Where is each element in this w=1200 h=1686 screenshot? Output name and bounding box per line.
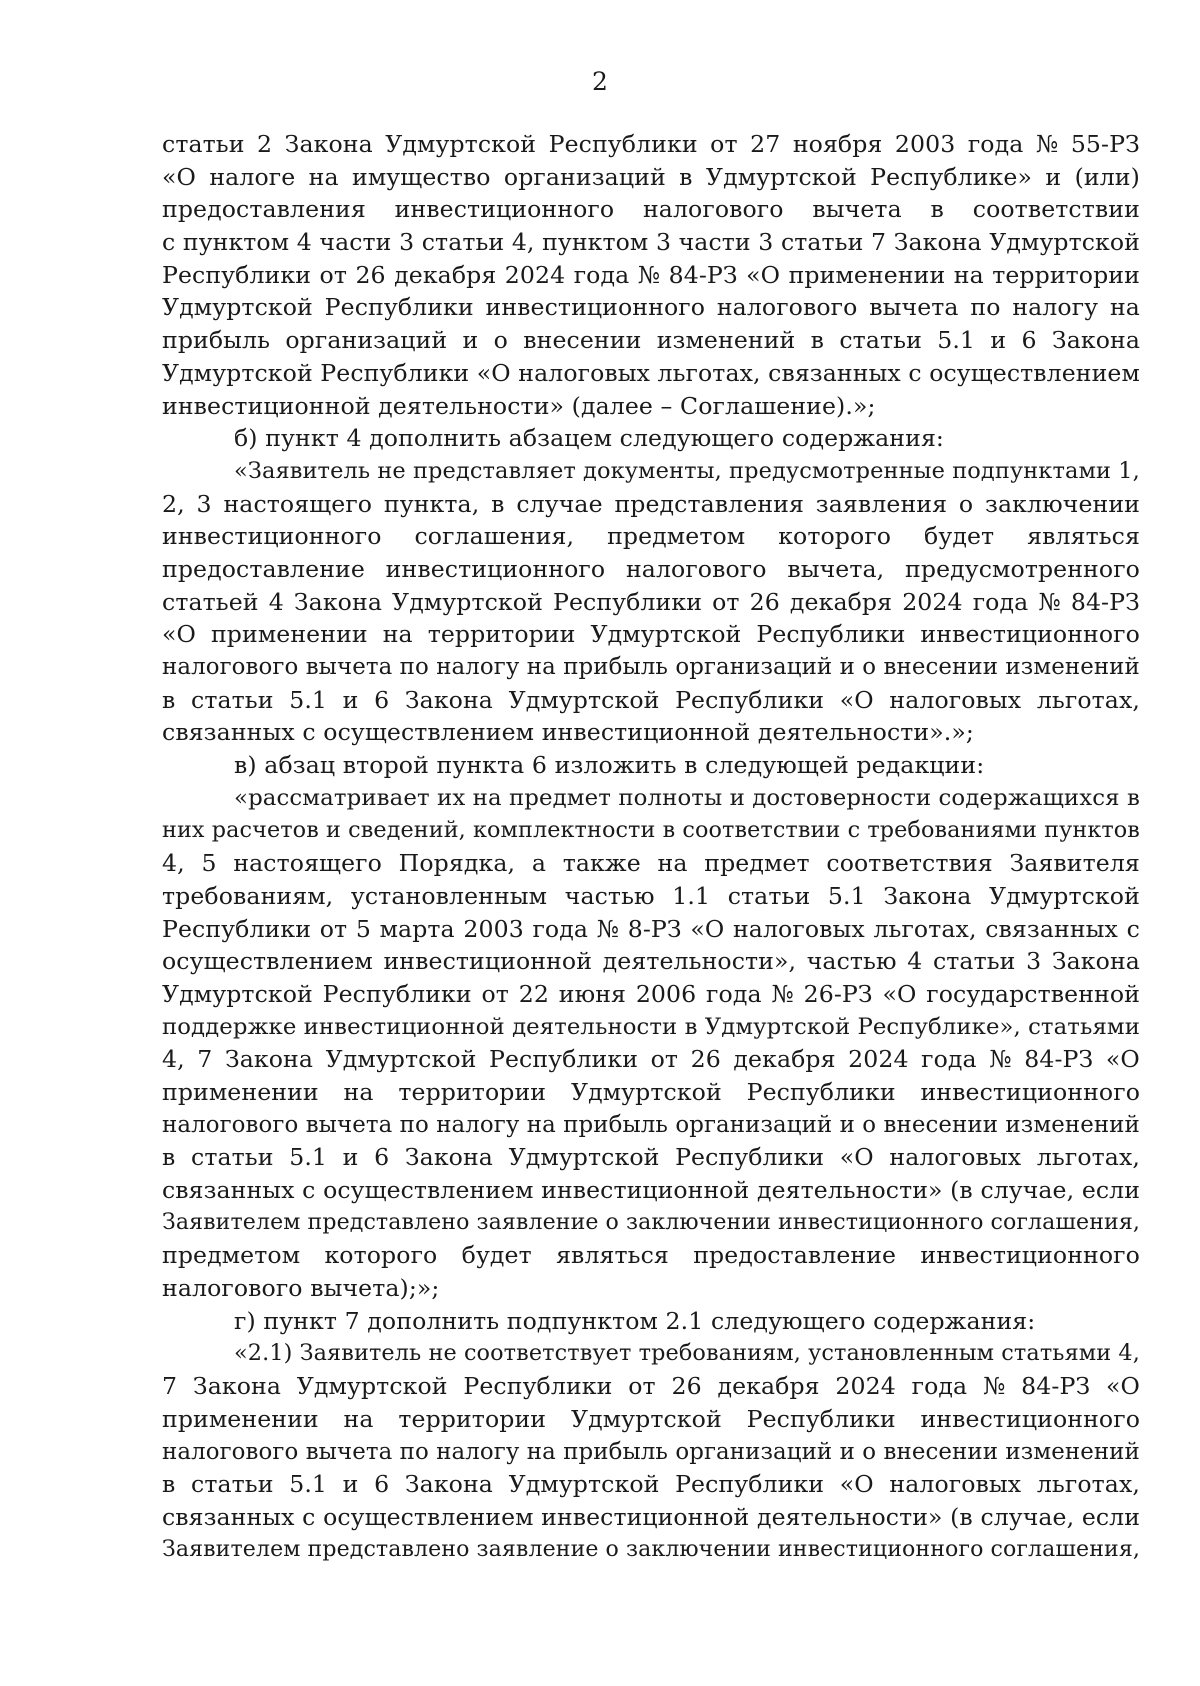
- text-line: Республики от 5 марта 2003 года № 8-РЗ «О налоговых льготах, связанных с: [162, 914, 1140, 943]
- text-line: статьей 4 Закона Удмуртской Республики от 26 декабря 2024 года № 84-РЗ: [162, 587, 1140, 616]
- text-line: предоставления инвестиционного налогового вычета в соответствии: [162, 195, 1140, 224]
- text-line: требованиям, установленным частью 1.1 статьи 5.1 Закона Удмуртской: [162, 881, 1140, 910]
- text-line: 2, 3 настоящего пункта, в случае представления заявления о заключении: [162, 489, 1140, 518]
- text-line: инвестиционного соглашения, предметом которого будет являться: [162, 522, 1140, 551]
- text-line: 7 Закона Удмуртской Республики от 26 декабря 2024 года № 84-РЗ «О: [162, 1372, 1140, 1401]
- text-line: инвестиционной деятельности» (далее – Соглашение).»;: [162, 391, 876, 420]
- text-line: налогового вычета);»;: [162, 1274, 440, 1303]
- text-line: предметом которого будет являться предоставление инвестиционного: [162, 1241, 1140, 1270]
- text-line: Заявителем представлено заявление о заключении инвестиционного соглашения,: [162, 1536, 1140, 1562]
- text-line: Удмуртской Республики «О налоговых льготах, связанных с осуществлением: [162, 358, 1140, 387]
- text-line: в статьи 5.1 и 6 Закона Удмуртской Республики «О налоговых льготах,: [162, 685, 1140, 714]
- text-line: в статьи 5.1 и 6 Закона Удмуртской Республики «О налоговых льготах,: [162, 1470, 1140, 1499]
- text-line: «рассматривает их на предмет полноты и достоверности содержащихся в: [234, 784, 1140, 811]
- text-line: б) пункт 4 дополнить абзацем следующего содержания:: [234, 424, 944, 453]
- text-line: Удмуртской Республики от 22 июня 2006 года № 26-РЗ «О государственной: [162, 979, 1140, 1008]
- text-line: Заявителем представлено заявление о заключении инвестиционного соглашения,: [162, 1209, 1140, 1235]
- text-line: «2.1) Заявитель не соответствует требованиям, установленным статьями 4,: [234, 1340, 1140, 1367]
- page-number: 2: [592, 67, 608, 96]
- document-body: [162, 128, 1140, 1566]
- text-line: с пунктом 4 части 3 статьи 4, пунктом 3 части 3 статьи 7 Закона Удмуртской: [162, 228, 1140, 257]
- text-line: осуществлением инвестиционной деятельности», частью 4 статьи 3 Закона: [162, 947, 1140, 976]
- text-line: г) пункт 7 дополнить подпунктом 2.1 следующего содержания:: [234, 1306, 1036, 1335]
- text-line: связанных с осуществлением инвестиционной деятельности» (в случае, если: [162, 1176, 1140, 1204]
- text-line: применении на территории Удмуртской Республики инвестиционного: [162, 1077, 1140, 1106]
- text-line: 4, 5 настоящего Порядка, а также на предмет соответствия Заявителя: [162, 849, 1140, 878]
- text-line: Удмуртской Республики инвестиционного налогового вычета по налогу на: [162, 293, 1140, 322]
- text-line: поддержке инвестиционной деятельности в Удмуртской Республике», статьями: [162, 1013, 1140, 1040]
- text-line: Республики от 26 декабря 2024 года № 84-РЗ «О применении на территории: [162, 260, 1140, 289]
- text-line: связанных с осуществлением инвестиционной деятельности».»;: [162, 718, 974, 747]
- text-line: них расчетов и сведений, комплектности в соответствии с требованиями пунктов: [162, 817, 1140, 844]
- text-line: налогового вычета по налогу на прибыль организаций и о внесении изменений: [162, 1111, 1140, 1138]
- text-line: «О применении на территории Удмуртской Республики инвестиционного: [162, 620, 1140, 649]
- text-line: налогового вычета по налогу на прибыль организаций и о внесении изменений: [162, 1438, 1140, 1465]
- text-line: статьи 2 Закона Удмуртской Республики от 27 ноября 2003 года № 55-РЗ: [162, 130, 1140, 158]
- text-line: «Заявитель не представляет документы, предусмотренные подпунктами 1,: [234, 457, 1140, 484]
- text-line: связанных с осуществлением инвестиционной деятельности» (в случае, если: [162, 1502, 1140, 1531]
- text-line: применении на территории Удмуртской Республики инвестиционного: [162, 1404, 1140, 1433]
- text-line: налогового вычета по налогу на прибыль организаций и о внесении изменений: [162, 654, 1140, 680]
- text-line: прибыль организаций и о внесении изменений в статьи 5.1 и 6 Закона: [162, 326, 1140, 355]
- text-line: 4, 7 Закона Удмуртской Республики от 26 декабря 2024 года № 84-РЗ «О: [162, 1045, 1140, 1074]
- text-line: «О налоге на имущество организаций в Удмуртской Республике» и (или): [162, 162, 1140, 191]
- text-line: в) абзац второй пункта 6 изложить в следующей редакции:: [234, 751, 985, 780]
- text-line: в статьи 5.1 и 6 Закона Удмуртской Республики «О налоговых льготах,: [162, 1143, 1140, 1172]
- text-line: предоставление инвестиционного налогового вычета, предусмотренного: [162, 554, 1140, 583]
